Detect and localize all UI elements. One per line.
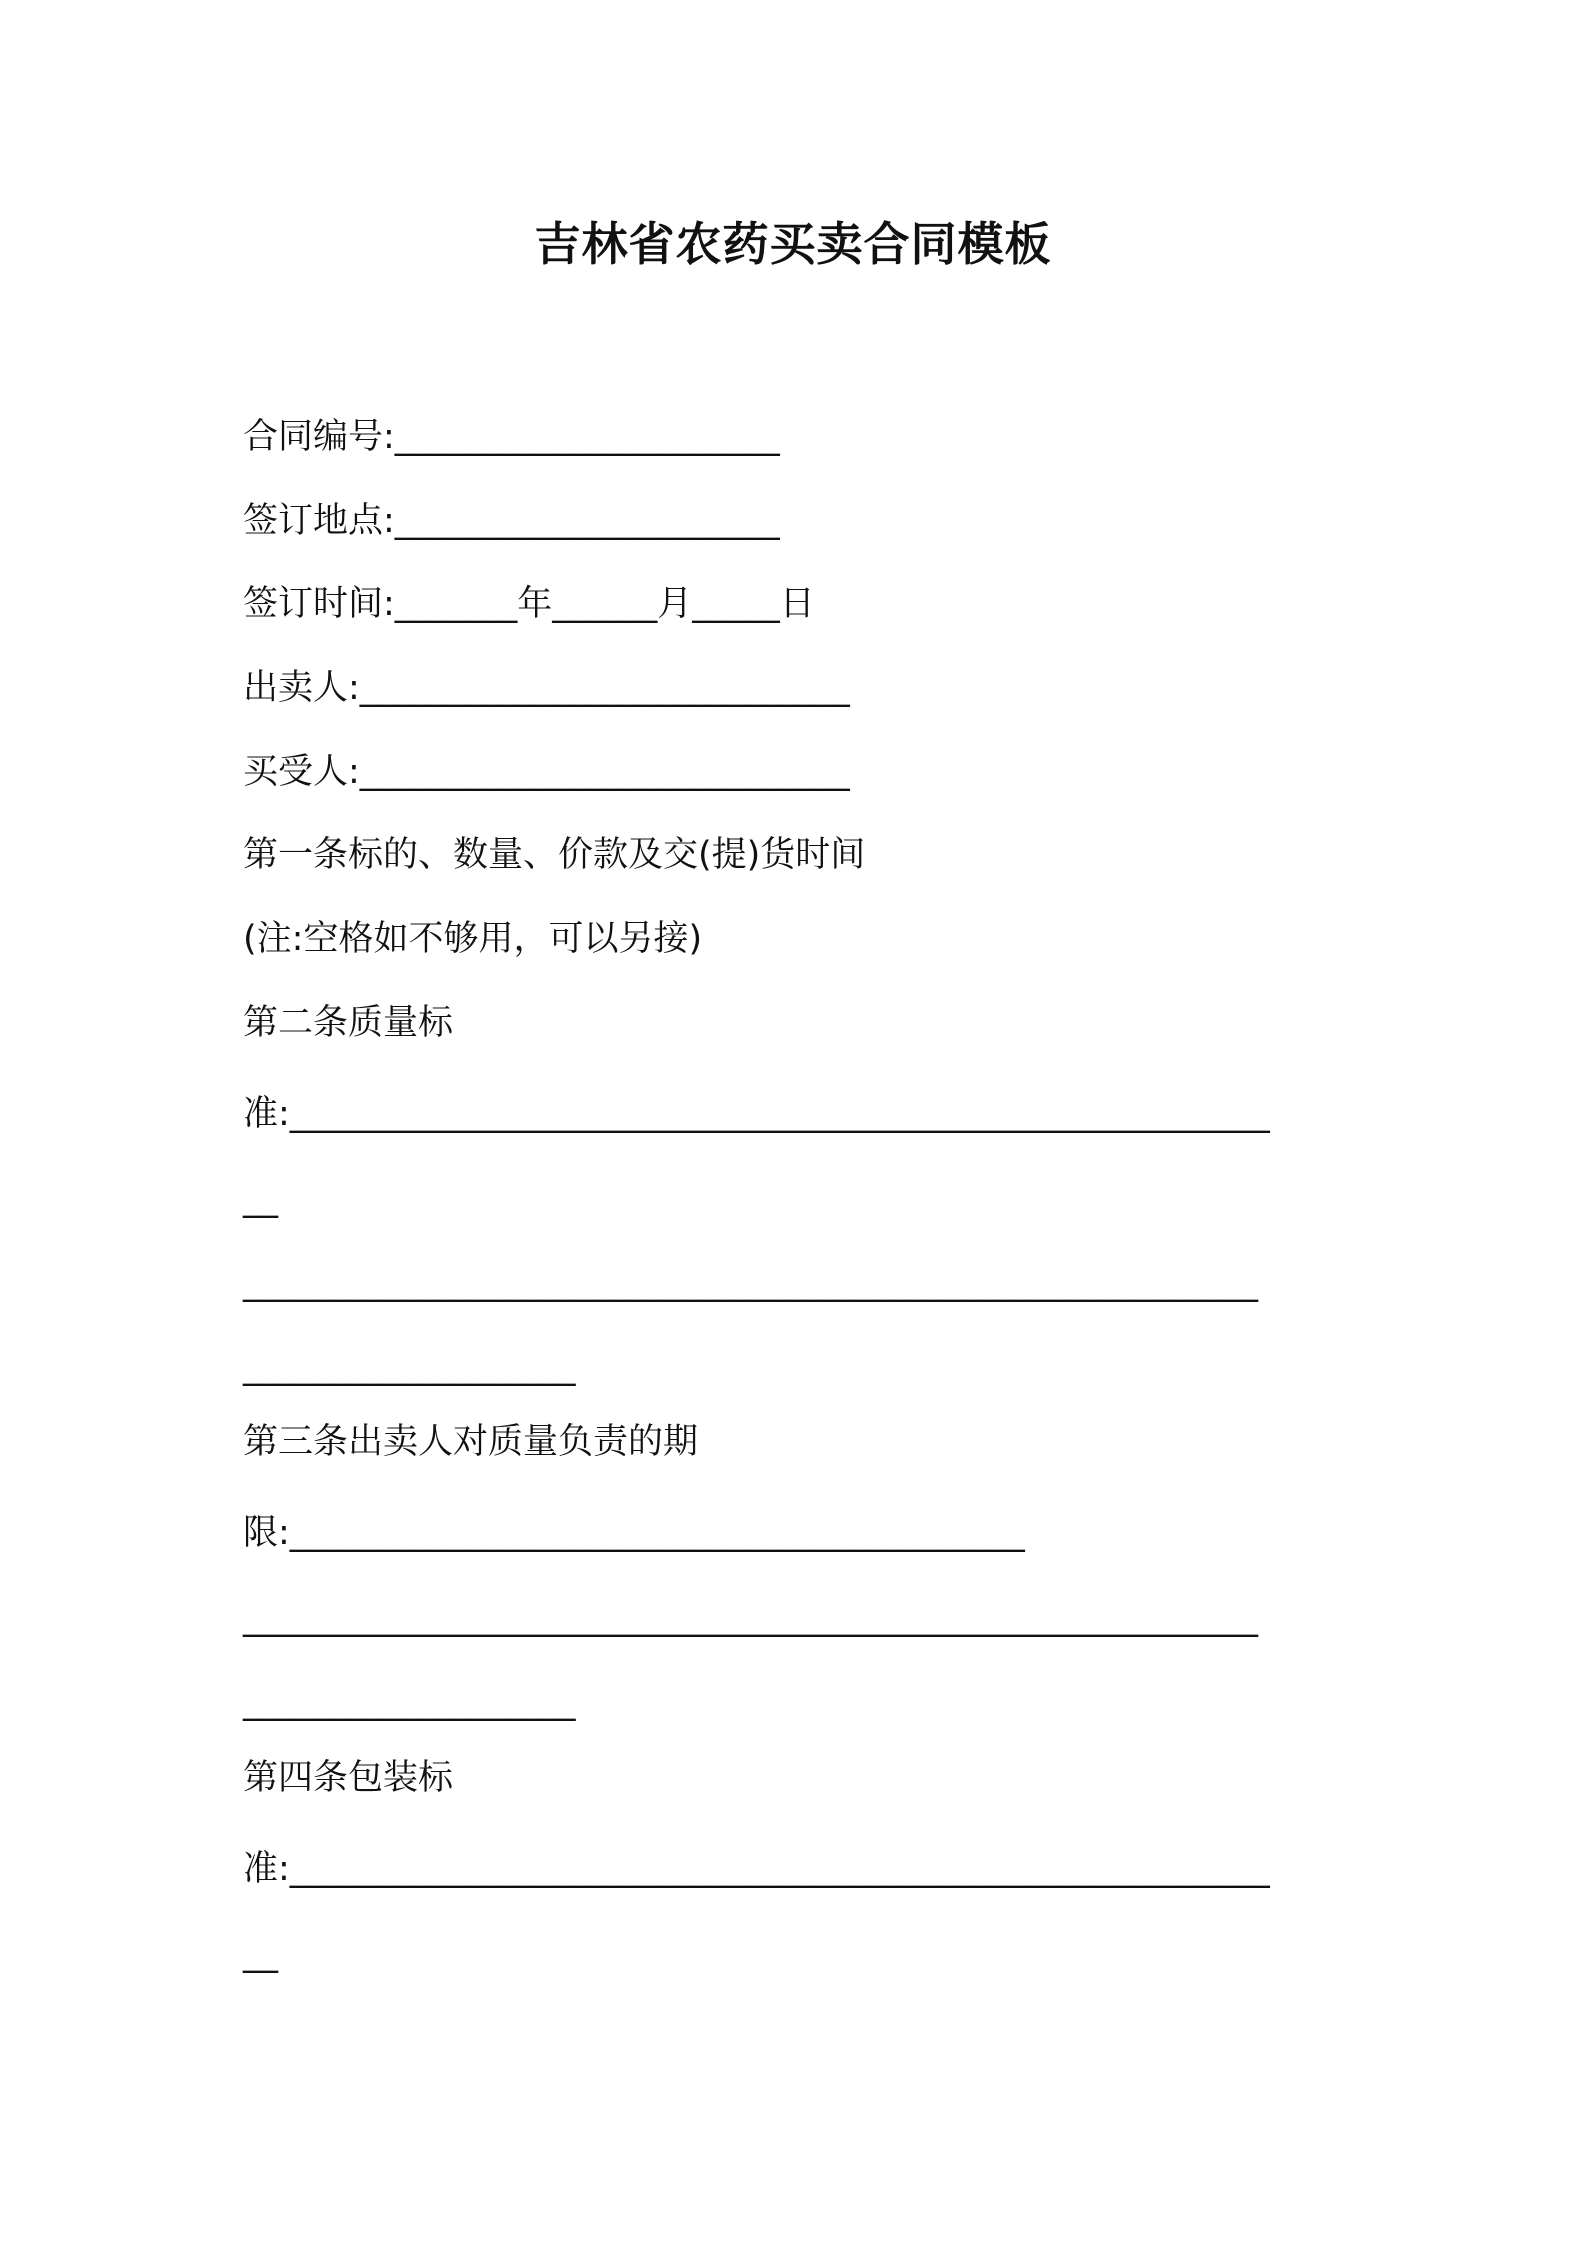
article-3-blank-line-2: __________________________________________________________ bbox=[243, 1598, 1258, 1638]
article-4-heading: 第四条包装标 bbox=[243, 1758, 454, 1798]
article-4-blank-line: 准:________________________________________________________ bbox=[243, 1849, 1270, 1889]
article-2-blank-line-2: __________________________________________________________ bbox=[243, 1263, 1258, 1303]
article-3-blank-line: 限:__________________________________________ bbox=[243, 1513, 1025, 1553]
article-2-blank-line-3: ___________________ bbox=[243, 1347, 576, 1387]
article-2-heading: 第二条质量标 bbox=[243, 1003, 454, 1043]
buyer-line: 买受人:____________________________ bbox=[243, 752, 850, 792]
article-1-heading: 第一条标的、数量、价款及交(提)货时间 bbox=[243, 835, 866, 875]
article-1-note: (注:空格如不够用，可以另接) bbox=[243, 919, 703, 959]
article-3-heading: 第三条出卖人对质量负责的期 bbox=[243, 1422, 699, 1462]
document-title: 吉林省农药买卖合同模板 bbox=[534, 217, 1052, 271]
seller-line: 出卖人:____________________________ bbox=[243, 668, 850, 708]
article-3-blank-line-3: ___________________ bbox=[243, 1682, 576, 1722]
signing-date-line: 签订时间:_______年______月_____日 bbox=[243, 584, 815, 624]
article-2-blank-continuation: __ bbox=[243, 1179, 278, 1219]
article-4-blank-continuation: __ bbox=[243, 1934, 278, 1974]
signing-place-line: 签订地点:______________________ bbox=[243, 501, 780, 541]
article-2-blank-line: 准:________________________________________________________ bbox=[243, 1094, 1270, 1134]
contract-number-line: 合同编号:______________________ bbox=[243, 417, 780, 457]
